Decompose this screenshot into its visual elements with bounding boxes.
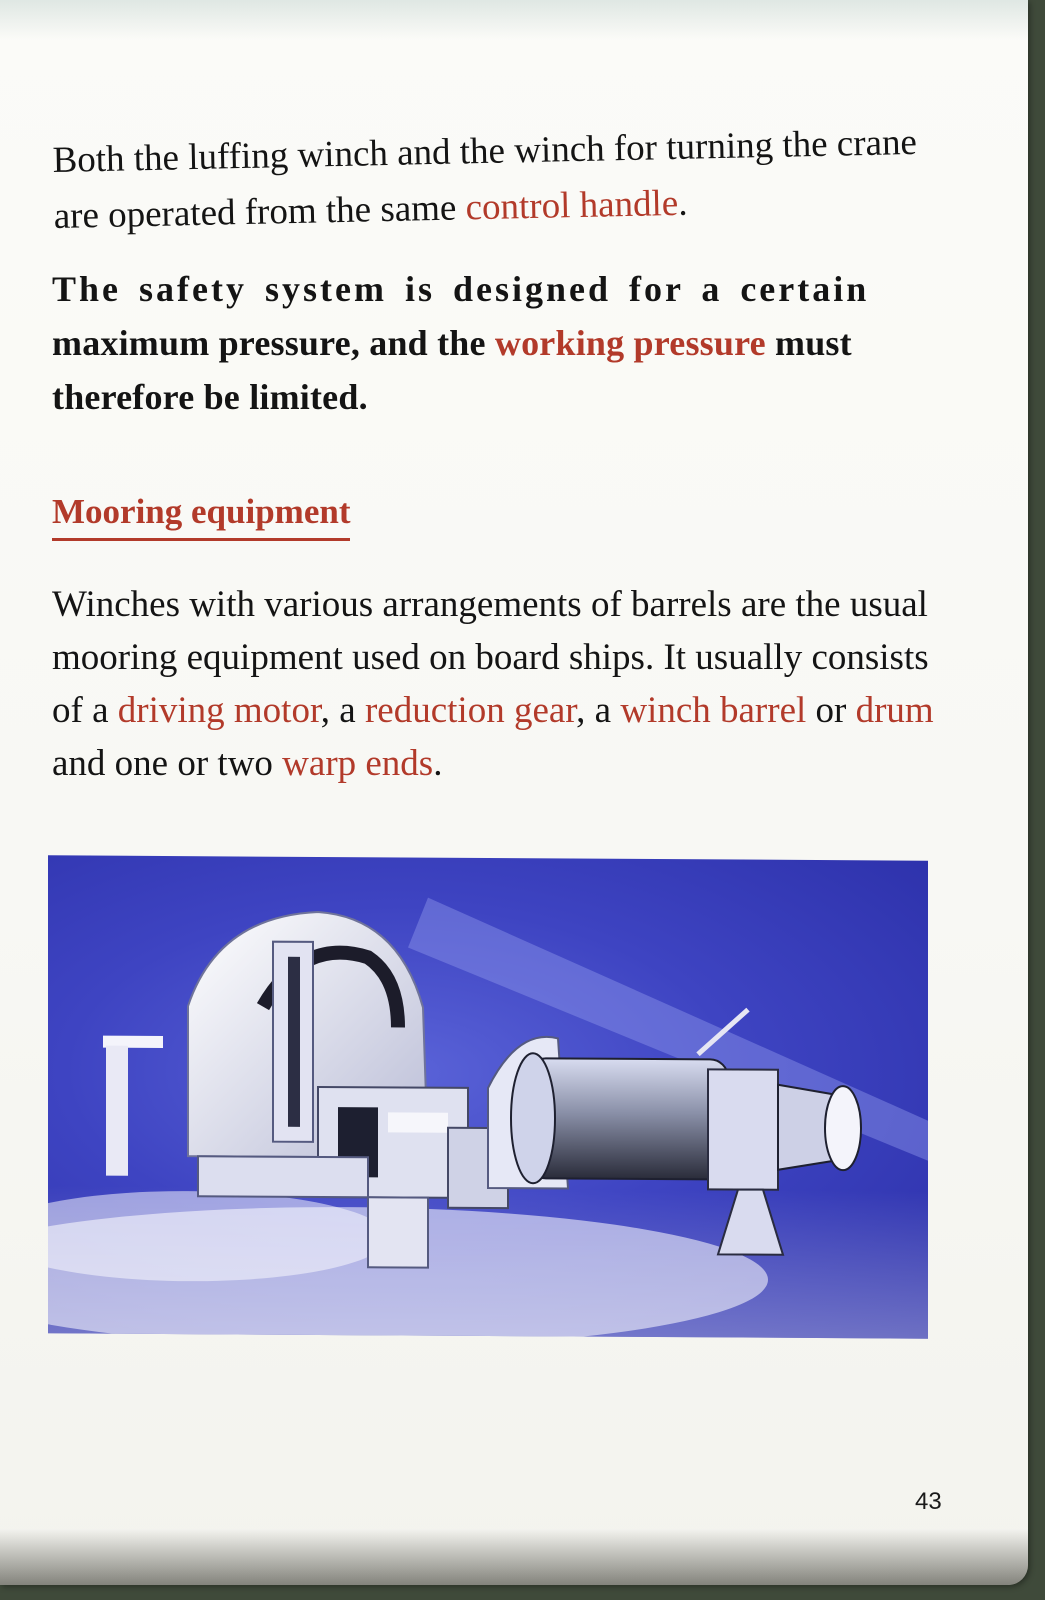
paragraph-text: , a — [576, 690, 621, 731]
paragraph-text: and one or two — [52, 743, 283, 784]
gear-base — [368, 1197, 428, 1267]
page-bottom-shadow — [0, 1515, 1028, 1585]
mooring-winch-illustration — [48, 855, 928, 1338]
paragraph-text: maximum pressure, and the — [52, 323, 495, 363]
term-drum: drum — [855, 690, 934, 731]
warp-end-face — [825, 1086, 861, 1170]
housing-slot — [288, 957, 300, 1127]
term-winch-barrel: winch barrel — [620, 690, 807, 731]
paragraph-text: . — [677, 182, 688, 224]
mooring-winch-photo — [48, 855, 928, 1338]
paragraph-safety-system — [52, 262, 952, 424]
winch-bracket — [106, 1046, 128, 1176]
paragraph-text: The safety system is designed for a certain — [52, 269, 870, 309]
page-top-shadow — [0, 0, 1028, 40]
drum-flange — [511, 1053, 555, 1183]
term-driving-motor: driving motor — [117, 690, 321, 731]
winch-drum — [528, 1058, 728, 1179]
term-reduction-gear: reduction gear — [364, 690, 577, 731]
warp-end-support — [708, 1069, 778, 1189]
term-control-handle: control handle — [465, 182, 679, 229]
section-heading-mooring: Mooring equipment — [52, 490, 350, 541]
paragraph-text: Both the luffing winch and the winch for turning the crane are operated from the same — [52, 121, 918, 237]
term-warp-ends: warp ends — [282, 743, 434, 784]
paragraph-crane-control — [52, 114, 954, 245]
winch-bedplate — [198, 1156, 368, 1197]
paragraph-text: Winches with various arrangements of barrels are the usual mooring equipment used on board ships. It usually consists of a — [52, 584, 929, 731]
page-number: 43 — [915, 1488, 942, 1515]
motor-panel — [388, 1112, 448, 1132]
paragraph-text: or — [806, 690, 856, 731]
paragraph-text: must therefore be limited. — [52, 323, 852, 417]
paragraph-mooring-winches — [52, 578, 952, 790]
paragraph-text: . — [433, 743, 443, 784]
term-working-pressure: working pressure — [494, 323, 766, 363]
paragraph-text: , a — [320, 690, 365, 731]
